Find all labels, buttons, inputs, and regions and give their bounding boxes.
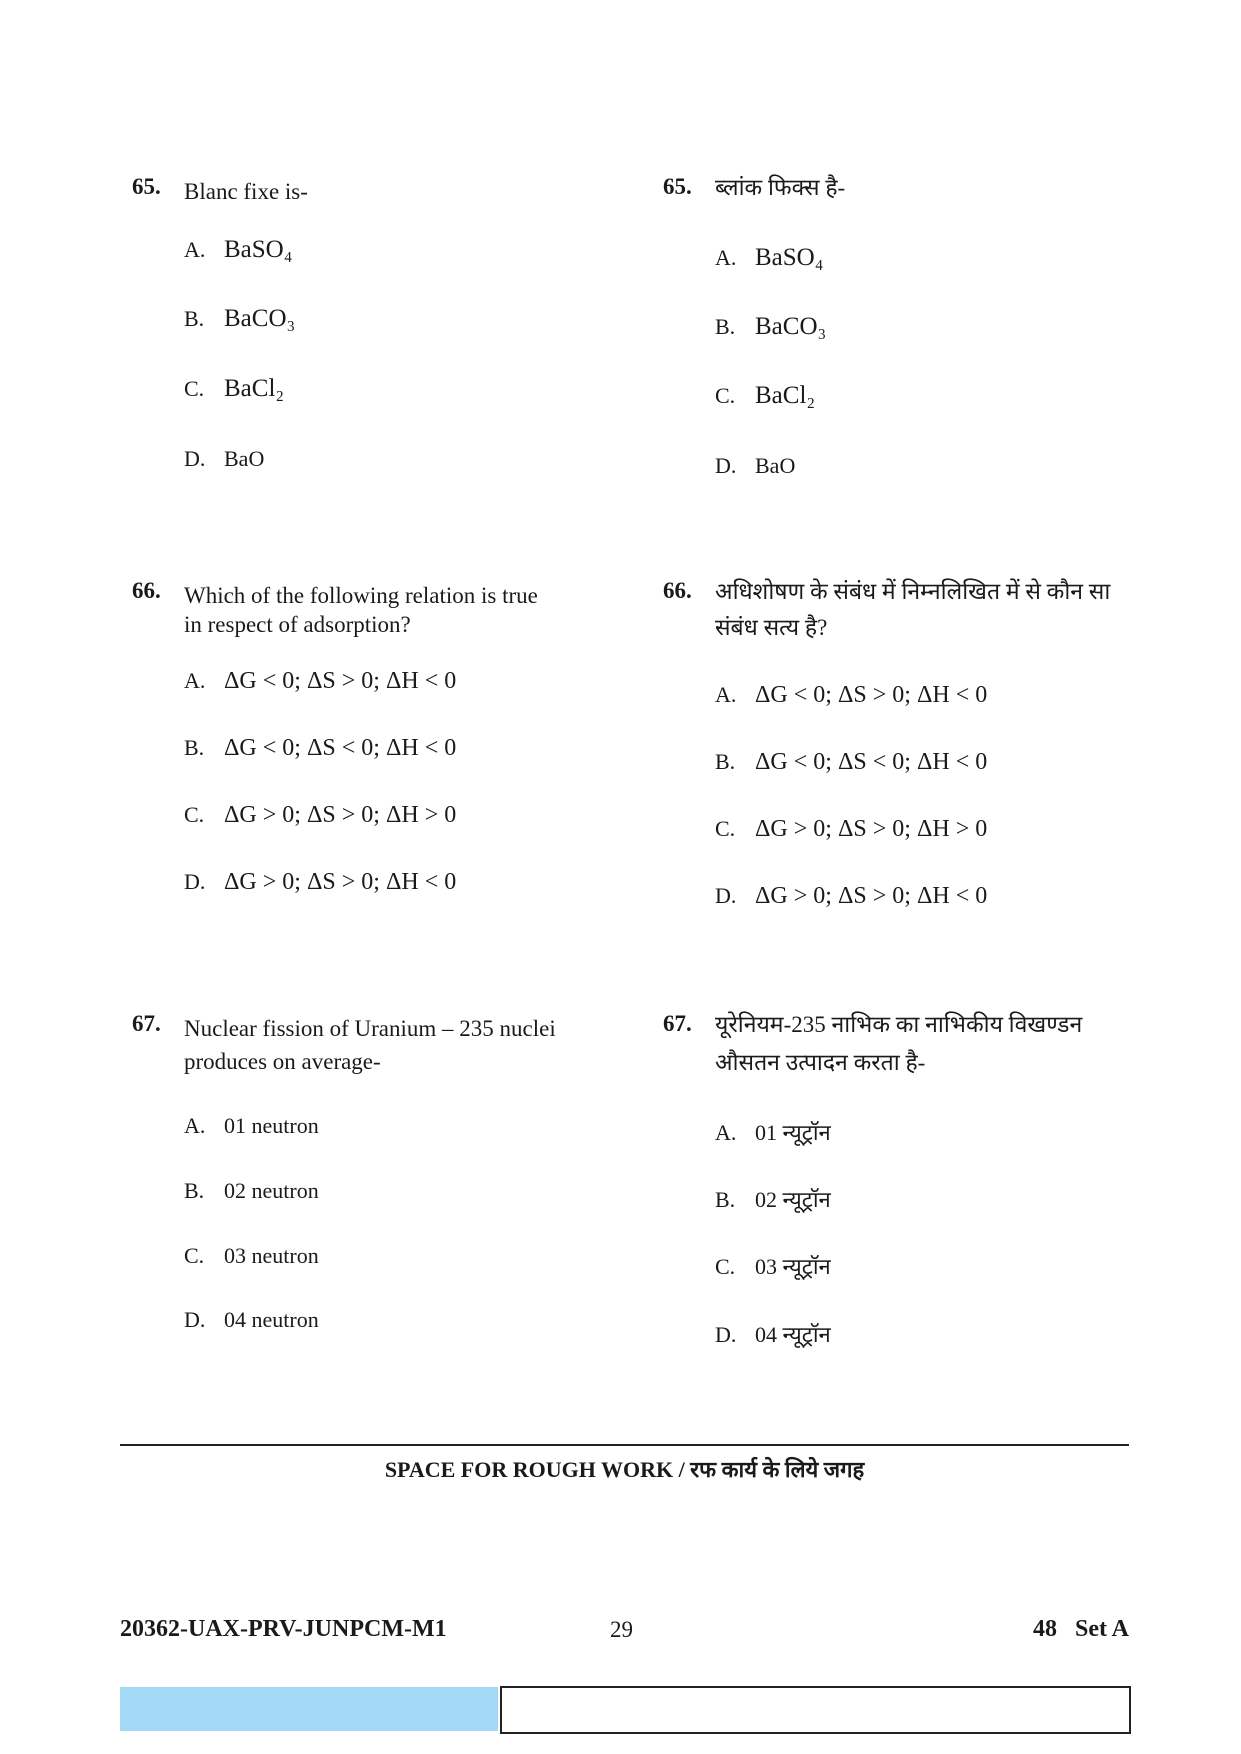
option-a: A. BaSO₄ bbox=[715, 244, 824, 271]
option-b: B. BaCO₃ bbox=[715, 313, 827, 340]
page-number: 29 bbox=[610, 1617, 633, 1642]
rough-work-heading: SPACE FOR ROUGH WORK / रफ कार्य के लिये जगह bbox=[384, 1457, 865, 1482]
question-number: 65. bbox=[663, 174, 692, 199]
option-b: B. 02 neutron bbox=[184, 1178, 319, 1203]
option-d: D. 04 न्यूट्रॉन bbox=[715, 1322, 831, 1347]
option-a: A. ΔG < 0; ΔS > 0; ΔH < 0 bbox=[715, 682, 988, 708]
question-number: 67. bbox=[663, 1011, 692, 1036]
option-a: A. BaSO₄ bbox=[184, 236, 293, 263]
option-c: C. ΔG > 0; ΔS > 0; ΔH > 0 bbox=[184, 802, 457, 828]
option-d: D. ΔG > 0; ΔS > 0; ΔH < 0 bbox=[184, 869, 457, 895]
option-c: C. 03 neutron bbox=[184, 1243, 319, 1268]
section-divider bbox=[120, 1444, 1129, 1446]
question-text-line-1: अधिशोषण के संबंध में निम्नलिखित में से कौन सा bbox=[715, 579, 1111, 604]
question-text-line-2: औसतन उत्पादन करता है- bbox=[715, 1050, 926, 1075]
option-d: D. BaO bbox=[715, 453, 796, 478]
question-text-line-2: produces on average- bbox=[184, 1049, 381, 1074]
question-number: 65. bbox=[132, 174, 161, 199]
empty-box bbox=[500, 1686, 1131, 1734]
option-b: B. 02 न्यूट्रॉन bbox=[715, 1187, 831, 1212]
paper-code: 20362-UAX-PRV-JUNPCM-M1 bbox=[120, 1616, 447, 1642]
question-text-line-1: यूरेनियम-235 नाभिक का नाभिकीय विखण्डन bbox=[715, 1012, 1083, 1037]
question-text: ब्लांक फिक्स है- bbox=[715, 175, 846, 200]
question-number: 66. bbox=[132, 578, 161, 603]
question-text-line-1: Which of the following relation is true bbox=[184, 583, 538, 608]
set-label: 48 Set A bbox=[1033, 1616, 1129, 1642]
option-a: A. 01 neutron bbox=[184, 1113, 319, 1138]
question-text-line-2: in respect of adsorption? bbox=[184, 612, 411, 637]
option-c: C. BaCl₂ bbox=[715, 382, 816, 409]
question-text-line-1: Nuclear fission of Uranium – 235 nuclei bbox=[184, 1016, 556, 1041]
option-c: C. BaCl₂ bbox=[184, 375, 285, 402]
option-d: D. BaO bbox=[184, 446, 265, 471]
option-b: B. BaCO₃ bbox=[184, 305, 296, 332]
shaded-bar bbox=[120, 1687, 498, 1731]
question-text: Blanc fixe is- bbox=[184, 179, 308, 204]
option-b: B. ΔG < 0; ΔS < 0; ΔH < 0 bbox=[184, 735, 457, 761]
question-number: 67. bbox=[132, 1011, 161, 1036]
option-c: C. 03 न्यूट्रॉन bbox=[715, 1254, 831, 1279]
option-a: A. ΔG < 0; ΔS > 0; ΔH < 0 bbox=[184, 668, 457, 694]
option-c: C. ΔG > 0; ΔS > 0; ΔH > 0 bbox=[715, 816, 988, 842]
option-a: A. 01 न्यूट्रॉन bbox=[715, 1120, 831, 1145]
option-b: B. ΔG < 0; ΔS < 0; ΔH < 0 bbox=[715, 749, 988, 775]
option-d: D. ΔG > 0; ΔS > 0; ΔH < 0 bbox=[715, 883, 988, 909]
question-number: 66. bbox=[663, 578, 692, 603]
option-d: D. 04 neutron bbox=[184, 1307, 319, 1332]
question-text-line-2: संबंध सत्य है? bbox=[715, 615, 828, 640]
